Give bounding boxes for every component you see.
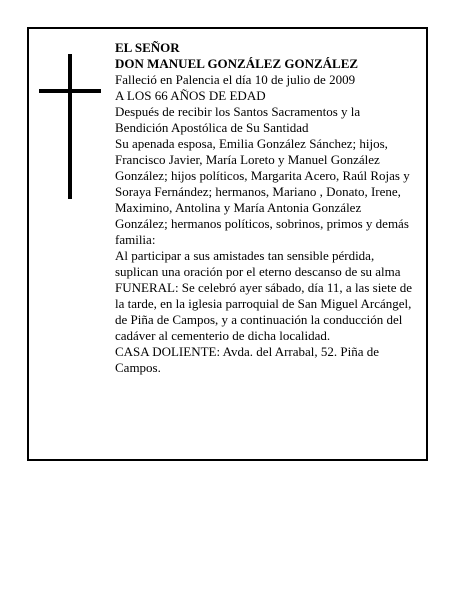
title-line-1: EL SEÑOR: [115, 40, 180, 55]
sacraments-paragraph: Después de recibir los Santos Sacramentos y la Bendición Apostólica de Su Santidad: [115, 104, 361, 135]
funeral-paragraph: FUNERAL: Se celebró ayer sábado, día 11, a las siete de la tarde, en la iglesia parroquial de San Miguel Arcángel, de Piña de Campos, y a continuación la conducción del cadáver al cementerio de dicha localidad.: [115, 280, 412, 343]
request-paragraph: Al participar a sus amistades tan sensible pérdida, suplican una oración por el eterno descanso de su alma: [115, 248, 401, 279]
death-info: Falleció en Palencia el día 10 de julio de 2009: [115, 72, 356, 87]
deceased-name: DON MANUEL GONZÁLEZ GONZÁLEZ: [115, 56, 359, 71]
cross-vertical-bar: [68, 54, 72, 199]
cross-horizontal-bar: [39, 89, 101, 93]
house-paragraph: CASA DOLIENTE: Avda. del Arrabal, 52. Piña de Campos.: [115, 344, 380, 375]
age-line: A LOS 66 AÑOS DE EDAD: [115, 88, 266, 103]
family-paragraph: Su apenada esposa, Emilia González Sánchez; hijos, Francisco Javier, María Loreto y Manuel González González; hijos políticos, Margarita Acero, Raúl Rojas y Soraya Fernández; hermanos, Mariano , Donato, Irene, Maximino, Antolina y María Antonia González González; hermanos políticos, sobrinos, primos y demás familia:: [115, 136, 410, 247]
obituary-notice: [27, 27, 428, 461]
obituary-text: [115, 40, 415, 376]
